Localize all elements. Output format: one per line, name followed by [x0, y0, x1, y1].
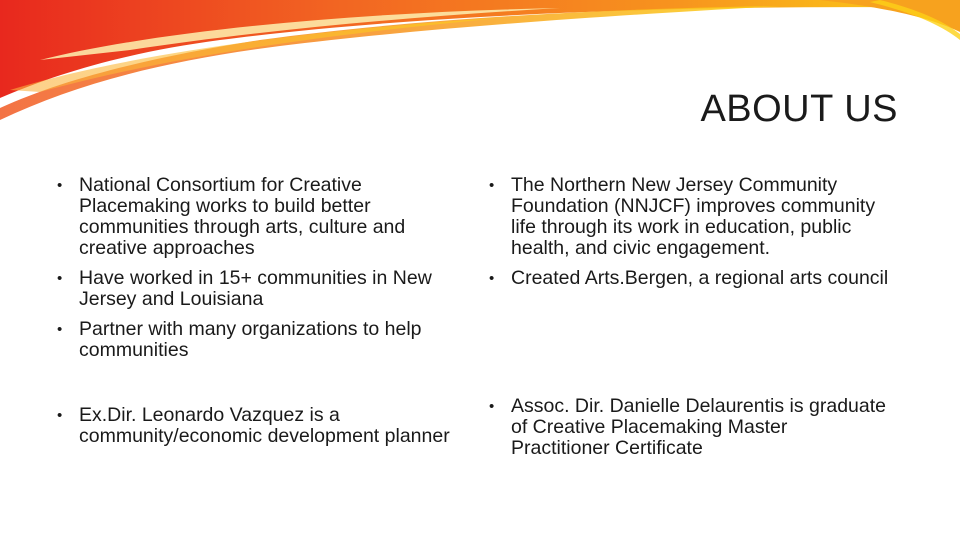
bullet-item	[489, 175, 889, 259]
bullet-text: The Northern New Jersey Community Foundation (NNJCF) improves community life through its work in education, public health, and civic engagement.	[511, 174, 876, 259]
left-bottom-bullet-list	[57, 405, 477, 456]
bullet-item	[57, 405, 477, 447]
bullet-item	[489, 268, 889, 289]
bullet-text: Ex.Dir. Leonardo Vazquez is a community/economic development planner	[79, 404, 450, 447]
bullet-glyph: •	[489, 177, 495, 194]
bullet-text: National Consortium for Creative Placemaking works to build better communities through arts, culture and creative approaches	[79, 174, 406, 259]
bullet-item	[489, 396, 889, 459]
bullet-text: Have worked in 15+ communities in New Jersey and Louisiana	[79, 267, 432, 310]
right-top-bullet-list	[489, 175, 889, 298]
slide-title: ABOUT US	[700, 88, 898, 130]
bullet-text: Assoc. Dir. Danielle Delaurentis is graduate of Creative Placemaking Master Practitioner Certificate	[511, 395, 887, 459]
bullet-glyph: •	[57, 321, 63, 338]
bullet-glyph: •	[57, 270, 63, 287]
left-top-bullet-list	[57, 175, 477, 370]
bullet-item	[57, 268, 477, 310]
bullet-glyph: •	[57, 177, 63, 194]
bullet-glyph: •	[489, 398, 495, 415]
bullet-text: Created Arts.Bergen, a regional arts council	[511, 267, 889, 289]
bullet-text: Partner with many organizations to help communities	[79, 318, 422, 361]
bullet-glyph: •	[489, 270, 495, 287]
bullet-item	[57, 319, 477, 361]
right-bottom-bullet-list	[489, 396, 889, 468]
bullet-glyph: •	[57, 407, 63, 424]
bullet-item	[57, 175, 477, 259]
